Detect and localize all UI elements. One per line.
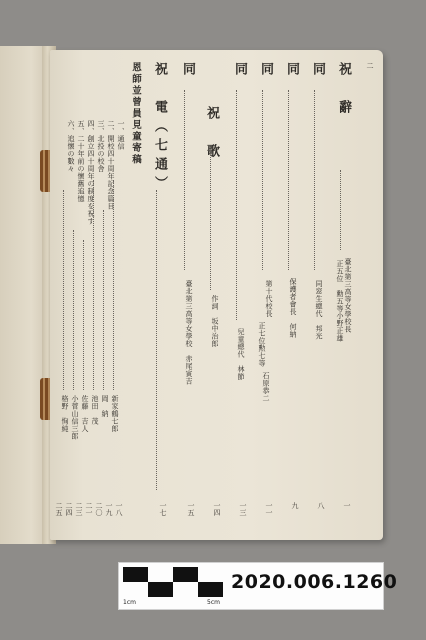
author-title: 臺北第三高等女學校長 <box>344 258 352 333</box>
dot-leader <box>288 90 289 270</box>
dot-leader <box>63 190 64 390</box>
dot-leader <box>262 90 263 270</box>
page-number: 二三 <box>75 502 83 516</box>
corner-page-number: 二 <box>366 62 374 70</box>
contents-entry: 同 <box>258 62 273 81</box>
contents-subentry: 二、開校四十周年記念篇目 <box>107 120 115 210</box>
contents-entry: 同 <box>284 62 299 81</box>
scale-label-1cm: 1cm <box>123 599 136 606</box>
contents-subentry: 三、北投の校舎 <box>97 120 105 173</box>
contents-page <box>50 50 383 540</box>
author-name: 保護者會長 何納 <box>289 278 297 338</box>
contents-subentry: 六、追懐の數々 <box>67 120 75 173</box>
author-name: 新家鶴七郎 <box>111 395 119 433</box>
dot-leader <box>236 90 237 320</box>
contents-heading: 祝 電（七通） <box>152 62 167 195</box>
dot-leader <box>340 170 341 250</box>
author-name: 格野 恂純 <box>61 395 69 433</box>
page-number: 二一 <box>85 502 93 516</box>
contents-entry: 同 <box>232 62 247 81</box>
page-number: 一七 <box>159 502 167 516</box>
dot-leader <box>184 90 185 270</box>
author-name: 臺北第三高等女學校 赤尾寅吉 <box>185 280 193 385</box>
contents-subentry: 一、通信 <box>117 120 125 150</box>
author-name: 同窓生總代 邦光 <box>315 280 323 340</box>
dot-leader <box>93 180 94 390</box>
author-name: 小野正雄 <box>336 312 344 342</box>
accession-number: 2020.006.1260 <box>231 571 398 593</box>
page-number: 一九 <box>105 502 113 516</box>
dot-leader <box>210 150 211 290</box>
contents-heading: 祝 辭 <box>336 62 351 119</box>
contents-heading: 恩師並曾員見童寄稿 <box>130 62 141 166</box>
author-name: 石原恭二 <box>262 372 270 402</box>
page-number: 八 <box>317 502 325 509</box>
page-number: 二五 <box>55 502 63 516</box>
page-number: 九 <box>291 502 299 509</box>
author-rank: 正五位 勳五等 <box>336 260 344 313</box>
author-name: 作詞 坂中治郎 <box>211 295 219 348</box>
author-name: 佐藤 吉人 <box>81 395 89 433</box>
dot-leader <box>83 240 84 390</box>
dot-leader <box>156 190 157 490</box>
page-number: 一三 <box>239 502 247 516</box>
contents-subentry: 四、創立四十周年の制度を祝す <box>87 120 95 225</box>
author-title: 第十代校長 <box>265 280 273 318</box>
contents-entry: 同 <box>310 62 325 81</box>
page-number: 一四 <box>213 502 221 516</box>
page-number: 二〇 <box>95 502 103 516</box>
contents-heading: 祝 歌 <box>204 106 219 163</box>
dot-leader <box>113 180 114 390</box>
page-number: 一一 <box>265 502 273 516</box>
dot-leader <box>314 90 315 270</box>
author-name: 岡 納 <box>101 395 109 418</box>
scale-label-5cm: 5cm <box>207 599 220 606</box>
dot-leader <box>73 230 74 390</box>
dot-leader <box>103 210 104 390</box>
author-name: 小菅山信三郎 <box>71 395 79 440</box>
contents-subentry: 五、二十年前の懷舊追憶 <box>77 120 85 203</box>
author-name: 池田 茂 <box>91 395 99 425</box>
page-number: 一五 <box>187 502 195 516</box>
color-scale-bar <box>123 567 223 597</box>
page-number: 二四 <box>65 502 73 516</box>
author-name: 兒童總代 林節 <box>237 328 245 381</box>
author-rank: 正七位勲七等 <box>258 322 266 367</box>
accession-label-card <box>118 562 398 610</box>
contents-entry: 同 <box>180 62 195 81</box>
page-number: 一八 <box>115 502 123 516</box>
page-number: 一 <box>343 502 351 509</box>
